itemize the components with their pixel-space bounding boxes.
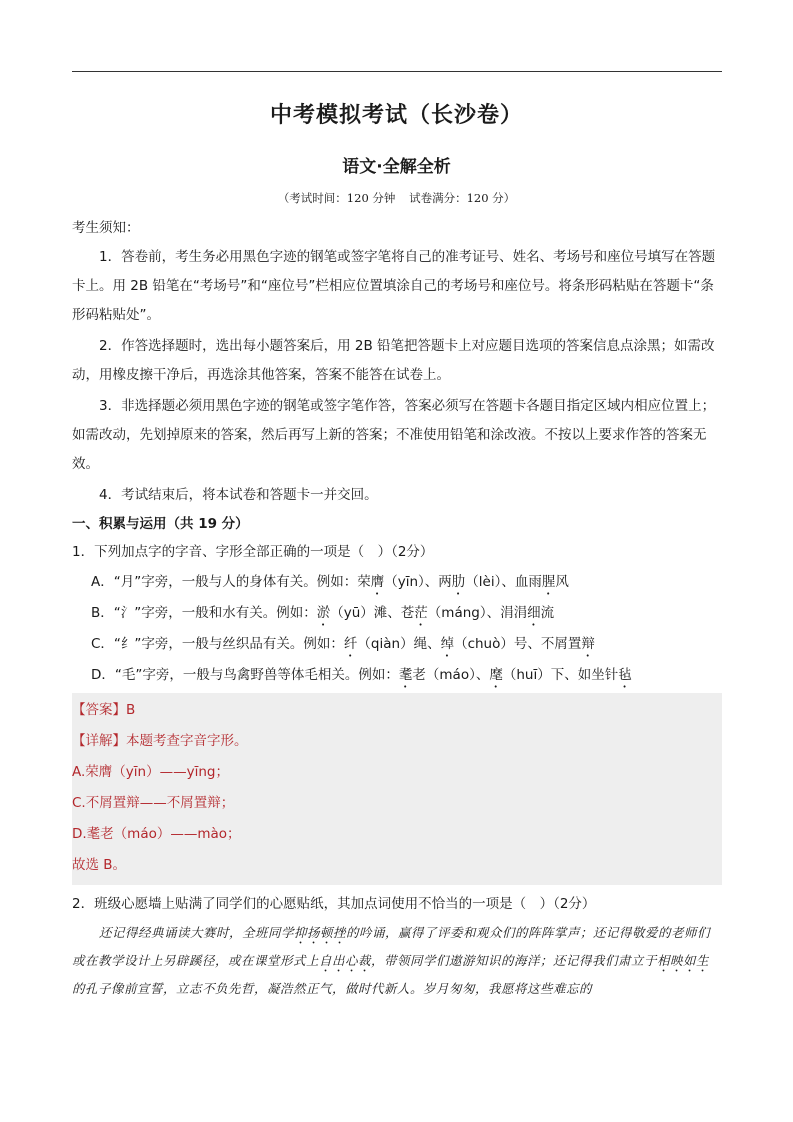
dotted-word: 抑扬顿挫: [294, 925, 347, 940]
passage-text: 的孔子像前宣誓，立志不负先哲，凝浩然正气，做时代新人。岁月匆匆，我愿将这些难忘的: [72, 981, 593, 996]
answer-value: B: [126, 702, 136, 718]
dotted-char: 辩: [581, 636, 595, 652]
section-title: 一、积累与运用（共 19 分）: [72, 516, 249, 532]
top-rule: [72, 71, 722, 72]
dotted-char: 麾: [489, 667, 503, 683]
answer-line: [72, 695, 722, 726]
option-text: C．“纟”字旁，一般与丝织品有关。例如：: [91, 636, 344, 652]
notice-item-2: 2．作答选择题时，选出每小题答案后，用 2B 铅笔把答题卡上对应题目选项的答案信息点涂黑；如需改动，用橡皮擦干净后，再选涂其他答案，答案不能答在试卷上。: [72, 338, 715, 383]
answer-box: [72, 693, 722, 885]
dotted-char: 茫: [414, 605, 428, 621]
option-text: （chuò）号、不屑置: [454, 636, 582, 652]
option-text: D．“毛”字旁，一般与鸟禽野兽等体毛相关。例如：: [91, 667, 399, 683]
option-b: [72, 598, 722, 629]
notice-heading: 考生须知：: [72, 220, 140, 236]
option-text: （huī）下、如坐针: [502, 667, 619, 683]
question-2-passage: [72, 919, 722, 1003]
explanation-line: D.耄老（máo）——mào；: [72, 826, 241, 842]
option-text: （yū）滩、苍: [330, 605, 415, 621]
detail-line: [72, 726, 722, 757]
passage-text: 的吟诵，赢得了评委和观众们的阵阵掌声；还记得敬爱的老师们或在教学设计上另辟蹊径，或在课堂形式上: [72, 925, 711, 968]
answer-label: 【答案】: [72, 702, 126, 718]
passage-text: ，带领同学们遨游知识的海洋；还记得我们肃立于: [371, 953, 658, 968]
exam-time: （考试时间：120 分钟: [277, 191, 396, 205]
detail-text: 本题考查字音字形。: [126, 733, 248, 749]
dotted-word: 自出心裁: [319, 953, 372, 968]
option-text: （lèi）、血雨: [465, 574, 542, 590]
dotted-word: 相映如生: [657, 953, 710, 968]
dotted-char: 纤: [343, 636, 358, 652]
option-a: [72, 567, 722, 598]
option-text: 老（máo）、: [412, 667, 490, 683]
notice-item-3: 3．非选择题必须用黑色字迹的钢笔或签字笔作答，答案必须写在答题卡各题目指定区域内相应位置上；如需改动，先划掉原来的答案，然后再写上新的答案；不准使用铅笔和涂改液。不按以上要求作答的答案无效。: [72, 398, 716, 472]
passage-text: 还记得经典诵读大赛时，全班同学: [99, 925, 295, 940]
dotted-char: 膺: [370, 574, 385, 590]
option-text: （yīn）、两: [384, 574, 452, 590]
notice-item-4: 4．考试结束后，将本试卷和答题卡一并交回。: [99, 487, 378, 503]
question-1-stem: 1．下列加点字的字音、字形全部正确的一项是（ ）（2分）: [72, 544, 434, 560]
option-text: 流: [540, 605, 555, 621]
option-text: （máng）、涓涓: [427, 605, 528, 621]
page-content: [72, 214, 722, 1003]
dotted-char: 肋: [451, 574, 466, 590]
dotted-char: 毡: [618, 667, 632, 683]
page-subtitle: 语文·全解全析: [342, 157, 451, 177]
option-text: A．“月”字旁，一般与人的身体有关。例如：荣: [91, 574, 371, 590]
conclusion-line: 故选 B。: [72, 857, 127, 873]
dotted-char: 腥: [541, 574, 556, 590]
question-2-stem: 2．班级心愿墙上贴满了同学们的心愿贴纸，其加点词使用不恰当的一项是（ ）（2分）: [72, 896, 596, 912]
explanation-line: C.不屑置辩——不屑置辩；: [72, 795, 235, 811]
dotted-char: 绰: [440, 636, 455, 652]
option-text: B．“氵”字旁，一般和水有关。例如：: [91, 605, 317, 621]
exam-meta: [0, 190, 793, 206]
option-c: [72, 629, 722, 660]
detail-label: 【详解】: [72, 733, 126, 749]
dotted-char: 细: [527, 605, 541, 621]
exam-score: 试卷满分：120 分）: [409, 191, 516, 205]
option-text: 风: [555, 574, 569, 590]
page-title: 中考模拟考试（长沙卷）: [269, 103, 523, 128]
option-text: （qiàn）绳、: [357, 636, 441, 652]
notice-item-1: 1．答卷前，考生务必用黑色字迹的钢笔或签字笔将自己的准考证号、姓名、考场号和座位号填写在答题卡上。用 2B 铅笔在“考场号”和“座位号”栏相应位置填涂自己的考场号和座位号。将条形码粘贴在答题卡“条形码粘贴处”。: [72, 249, 716, 323]
option-d: [72, 660, 722, 691]
dotted-char: 耄: [398, 667, 413, 683]
dotted-char: 淤: [316, 605, 331, 621]
explanation-line: A.荣膺（yīn）——yīng；: [72, 764, 229, 780]
